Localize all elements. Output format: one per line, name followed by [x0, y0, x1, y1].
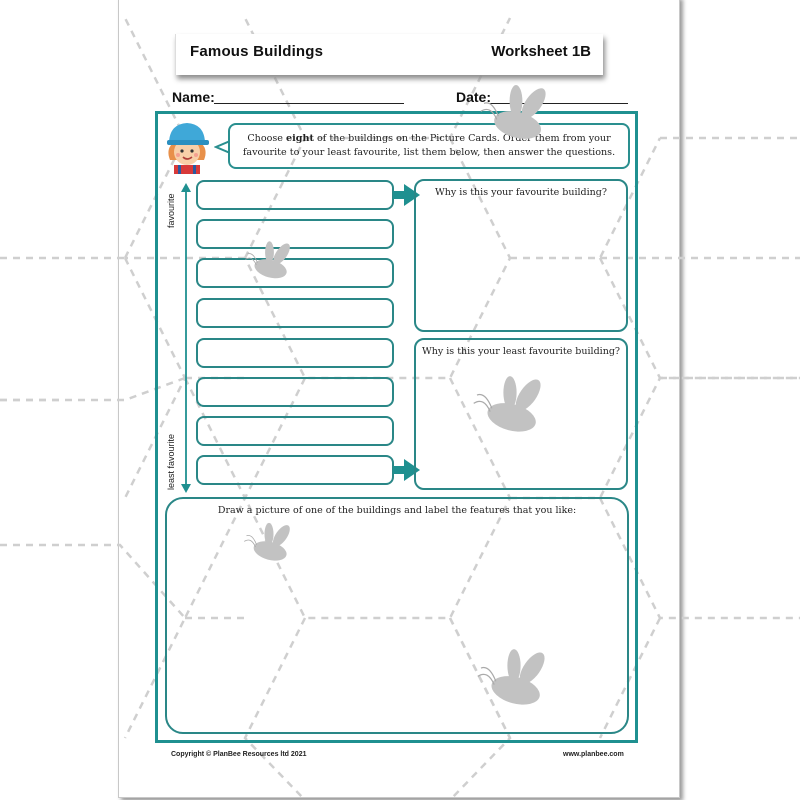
website-link[interactable]: www.planbee.com: [563, 751, 624, 758]
ranking-slot-4[interactable]: [196, 298, 394, 328]
builder-girl-avatar-icon: [164, 120, 210, 174]
bee-watermark-icon: [240, 520, 298, 565]
ranking-slot-5[interactable]: [196, 338, 394, 368]
favourite-axis-label: favourite: [166, 193, 176, 228]
date-label: Date:: [456, 89, 492, 105]
worksheet-number: Worksheet 1B: [491, 43, 591, 60]
ranking-axis-arrow-icon: [180, 183, 192, 493]
ranking-slot-1[interactable]: [196, 180, 394, 210]
instruction-text: Choose eight of the buildings on the Picture Cards. Order them from your favourite to your least favourite, list them below, then answer the questions.: [242, 133, 616, 158]
favourite-answer-box[interactable]: [414, 179, 628, 332]
copyright-notice: Copyright © PlanBee Resources ltd 2021: [171, 751, 307, 758]
bee-watermark-icon: [476, 80, 556, 146]
least-favourite-question: Why is this your least favourite building?: [422, 346, 620, 357]
title-banner: [175, 34, 603, 75]
ranking-slot-6[interactable]: [196, 377, 394, 407]
ranking-slot-8[interactable]: [196, 455, 394, 485]
name-label: Name:: [172, 89, 215, 105]
bee-watermark-icon: [470, 645, 558, 711]
drawing-box[interactable]: [165, 497, 629, 734]
ranking-slot-7[interactable]: [196, 416, 394, 446]
least-favourite-axis-label: least favourite: [166, 433, 176, 490]
bee-watermark-icon: [242, 238, 297, 283]
favourite-question: Why is this your favourite building?: [435, 187, 607, 198]
bee-watermark-icon: [466, 372, 554, 438]
instruction-bubble: [228, 123, 630, 169]
draw-instruction: Draw a picture of one of the buildings and label the features that you like:: [217, 505, 577, 516]
worksheet-title: Famous Buildings: [190, 43, 324, 60]
name-field[interactable]: [214, 103, 404, 104]
